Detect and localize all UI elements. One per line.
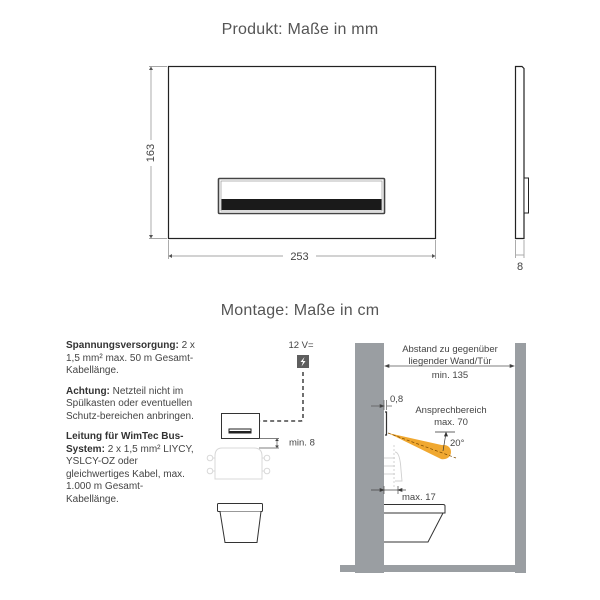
power-supply-label: 12 V= — [288, 340, 314, 351]
range-label-line1: Ansprechbereich — [415, 405, 487, 416]
distance-label-line1: Abstand zu gegenüber — [402, 344, 498, 355]
max-depth-label: max. 17 — [402, 492, 436, 503]
distance-value: min. 135 — [431, 370, 469, 381]
flush-plate-front-view — [169, 67, 436, 239]
toilet-front-view — [218, 504, 263, 543]
product-dimensions-title: Produkt: Maße in mm — [221, 21, 379, 38]
min-height-dimension — [259, 439, 279, 449]
range-label-line2: max. 70 — [434, 417, 468, 428]
flush-plate-side-view — [516, 67, 529, 239]
note-bus-cable: Leitung für WimTec Bus-System: 2 x 1,5 mm² LIYCY, YSLCY-OZ oder gleichwertiges Kabel, max. 1.000 m Gesamt-Kabellänge. — [66, 431, 194, 505]
cistern-outline — [207, 448, 270, 479]
distance-label-line2: liegender Wand/Tür — [408, 356, 492, 367]
offset-label: 0,8 — [390, 394, 404, 405]
note-warning: Achtung: Netzteil nicht im Spülkasten oder eventuellen Schutz-bereichen anbringen. — [66, 385, 194, 422]
flush-plate-mounted — [222, 414, 260, 439]
montage-dimensions-title: Montage: Maße in cm — [220, 302, 380, 319]
depth-label: 8 — [516, 261, 524, 273]
installation-notes — [66, 340, 196, 514]
depth-dimension — [516, 240, 525, 258]
height-label: 163 — [144, 143, 157, 163]
angle-label: 20° — [450, 438, 465, 449]
note-power-supply: Spannungsversorgung: 2 x 1,5 mm² max. 50 m Gesamt-Kabellänge. — [66, 340, 195, 376]
power-cable — [260, 372, 303, 421]
lightning-icon — [297, 355, 309, 368]
min-height-label: min. 8 — [289, 437, 315, 449]
width-label: 253 — [290, 251, 309, 263]
